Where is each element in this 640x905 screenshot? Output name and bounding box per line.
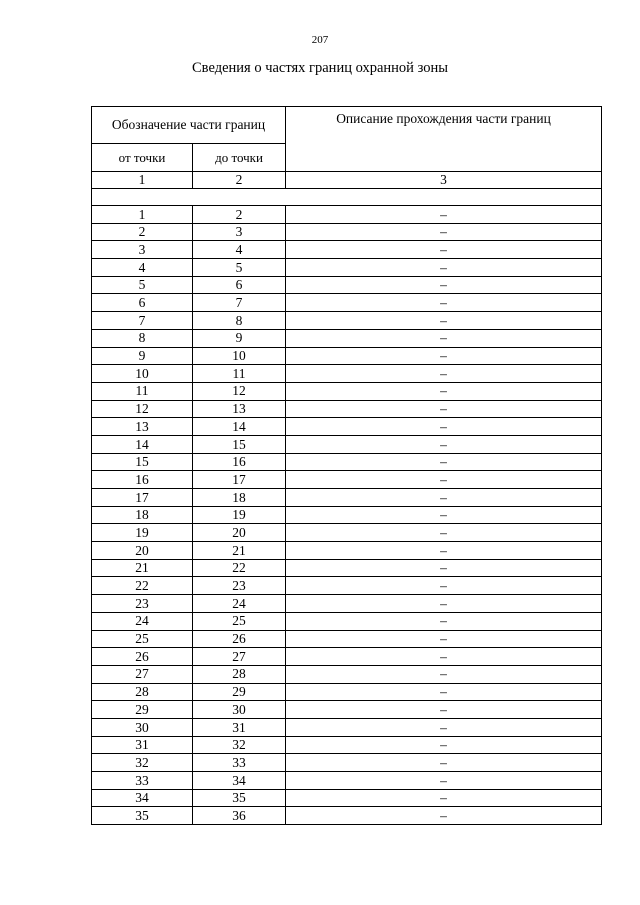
cell-description: – [286, 241, 602, 259]
cell-to-point: 22 [193, 559, 286, 577]
table-row [92, 789, 602, 807]
column-number-1: 1 [92, 172, 193, 189]
cell-description: – [286, 435, 602, 453]
table-row [92, 329, 602, 347]
cell-description: – [286, 276, 602, 294]
table-row [92, 259, 602, 277]
cell-to-point: 9 [193, 329, 286, 347]
cell-from-point: 31 [92, 736, 193, 754]
cell-from-point: 14 [92, 435, 193, 453]
cell-to-point: 15 [193, 435, 286, 453]
cell-description: – [286, 259, 602, 277]
cell-to-point: 5 [193, 259, 286, 277]
table-body [92, 206, 602, 825]
cell-from-point: 27 [92, 665, 193, 683]
table-row [92, 382, 602, 400]
cell-from-point: 12 [92, 400, 193, 418]
cell-to-point: 3 [193, 223, 286, 241]
cell-description: – [286, 471, 602, 489]
table-row [92, 365, 602, 383]
cell-from-point: 26 [92, 648, 193, 666]
cell-to-point: 34 [193, 772, 286, 790]
cell-to-point: 26 [193, 630, 286, 648]
cell-to-point: 12 [193, 382, 286, 400]
table-row [92, 276, 602, 294]
cell-description: – [286, 294, 602, 312]
cell-to-point: 4 [193, 241, 286, 259]
header-to-point: до точки [193, 144, 286, 172]
cell-to-point: 13 [193, 400, 286, 418]
cell-to-point: 10 [193, 347, 286, 365]
cell-from-point: 23 [92, 595, 193, 613]
cell-from-point: 9 [92, 347, 193, 365]
cell-to-point: 2 [193, 206, 286, 224]
document-title: Сведения о частях границ охранной зоны [192, 60, 448, 76]
cell-description: – [286, 577, 602, 595]
cell-from-point: 4 [92, 259, 193, 277]
table-row [92, 595, 602, 613]
cell-from-point: 21 [92, 559, 193, 577]
cell-description: – [286, 347, 602, 365]
column-number-2: 2 [193, 172, 286, 189]
cell-to-point: 31 [193, 718, 286, 736]
cell-from-point: 3 [92, 241, 193, 259]
table-row [92, 400, 602, 418]
table-row [92, 718, 602, 736]
table-row [92, 418, 602, 436]
table-row [92, 701, 602, 719]
cell-from-point: 20 [92, 542, 193, 560]
table-row [92, 312, 602, 330]
cell-description: – [286, 524, 602, 542]
cell-from-point: 29 [92, 701, 193, 719]
cell-description: – [286, 206, 602, 224]
cell-to-point: 32 [193, 736, 286, 754]
table-row [92, 683, 602, 701]
cell-description: – [286, 400, 602, 418]
cell-to-point: 36 [193, 807, 286, 825]
cell-description: – [286, 772, 602, 790]
cell-from-point: 30 [92, 718, 193, 736]
table-row [92, 489, 602, 507]
table-row [92, 241, 602, 259]
cell-from-point: 32 [92, 754, 193, 772]
table-row [92, 648, 602, 666]
cell-to-point: 21 [193, 542, 286, 560]
cell-to-point: 19 [193, 506, 286, 524]
cell-description: – [286, 312, 602, 330]
table-row [92, 223, 602, 241]
cell-to-point: 8 [193, 312, 286, 330]
table-row [92, 665, 602, 683]
cell-to-point: 17 [193, 471, 286, 489]
boundary-parts-table [91, 106, 602, 825]
cell-description: – [286, 807, 602, 825]
cell-from-point: 25 [92, 630, 193, 648]
cell-description: – [286, 542, 602, 560]
cell-from-point: 5 [92, 276, 193, 294]
cell-to-point: 7 [193, 294, 286, 312]
cell-from-point: 19 [92, 524, 193, 542]
cell-description: – [286, 701, 602, 719]
cell-from-point: 1 [92, 206, 193, 224]
cell-description: – [286, 612, 602, 630]
cell-description: – [286, 559, 602, 577]
header-description: Описание прохождения части границ [286, 107, 602, 172]
cell-from-point: 18 [92, 506, 193, 524]
cell-to-point: 35 [193, 789, 286, 807]
table-row [92, 453, 602, 471]
cell-from-point: 11 [92, 382, 193, 400]
cell-to-point: 33 [193, 754, 286, 772]
table-row [92, 294, 602, 312]
table-row [92, 347, 602, 365]
cell-description: – [286, 754, 602, 772]
cell-description: – [286, 665, 602, 683]
table-row [92, 559, 602, 577]
table-row [92, 736, 602, 754]
column-number-3: 3 [286, 172, 602, 189]
cell-description: – [286, 329, 602, 347]
cell-description: – [286, 223, 602, 241]
cell-from-point: 10 [92, 365, 193, 383]
table-row [92, 206, 602, 224]
cell-description: – [286, 365, 602, 383]
cell-from-point: 17 [92, 489, 193, 507]
header-from-point: от точки [92, 144, 193, 172]
table-row [92, 542, 602, 560]
cell-from-point: 35 [92, 807, 193, 825]
cell-to-point: 30 [193, 701, 286, 719]
cell-description: – [286, 506, 602, 524]
header-boundary-designation: Обозначение части границ [92, 107, 286, 144]
cell-to-point: 29 [193, 683, 286, 701]
cell-description: – [286, 789, 602, 807]
page-number: 207 [311, 34, 329, 46]
table-row [92, 772, 602, 790]
cell-to-point: 16 [193, 453, 286, 471]
table-row [92, 435, 602, 453]
cell-from-point: 2 [92, 223, 193, 241]
cell-description: – [286, 489, 602, 507]
cell-from-point: 16 [92, 471, 193, 489]
cell-from-point: 24 [92, 612, 193, 630]
cell-to-point: 27 [193, 648, 286, 666]
cell-to-point: 14 [193, 418, 286, 436]
cell-description: – [286, 453, 602, 471]
cell-description: – [286, 595, 602, 613]
table-row [92, 630, 602, 648]
separator-row [92, 189, 602, 206]
cell-description: – [286, 630, 602, 648]
cell-description: – [286, 683, 602, 701]
cell-from-point: 13 [92, 418, 193, 436]
table-row [92, 506, 602, 524]
cell-from-point: 6 [92, 294, 193, 312]
table-row [92, 612, 602, 630]
cell-to-point: 28 [193, 665, 286, 683]
cell-to-point: 25 [193, 612, 286, 630]
cell-description: – [286, 736, 602, 754]
cell-to-point: 24 [193, 595, 286, 613]
cell-to-point: 11 [193, 365, 286, 383]
cell-description: – [286, 418, 602, 436]
table-row [92, 754, 602, 772]
cell-description: – [286, 382, 602, 400]
cell-from-point: 8 [92, 329, 193, 347]
cell-to-point: 20 [193, 524, 286, 542]
cell-to-point: 6 [193, 276, 286, 294]
cell-from-point: 28 [92, 683, 193, 701]
cell-to-point: 23 [193, 577, 286, 595]
cell-from-point: 15 [92, 453, 193, 471]
cell-from-point: 34 [92, 789, 193, 807]
cell-from-point: 22 [92, 577, 193, 595]
table-row [92, 524, 602, 542]
cell-description: – [286, 648, 602, 666]
table-row [92, 471, 602, 489]
table-row [92, 577, 602, 595]
cell-to-point: 18 [193, 489, 286, 507]
cell-description: – [286, 718, 602, 736]
table-row [92, 807, 602, 825]
cell-from-point: 7 [92, 312, 193, 330]
cell-from-point: 33 [92, 772, 193, 790]
